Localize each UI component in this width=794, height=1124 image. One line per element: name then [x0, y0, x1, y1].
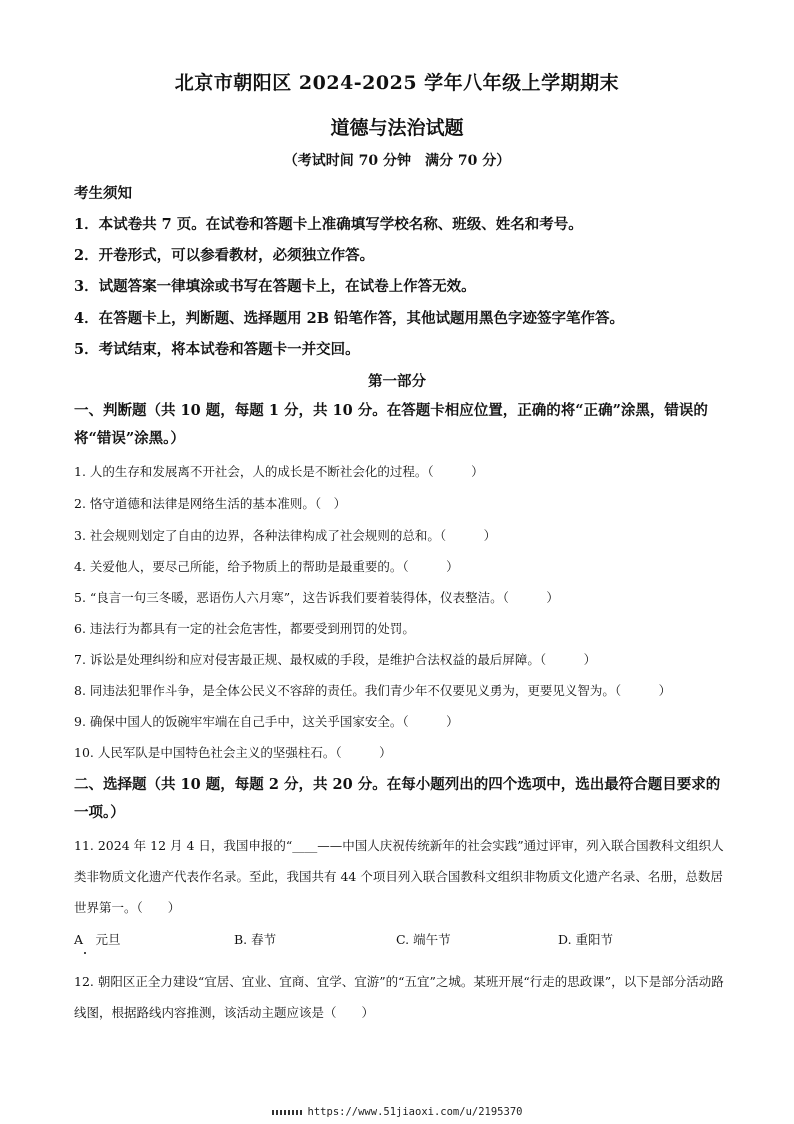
- part-heading: 第一部分: [368, 373, 426, 390]
- question-item: 2. 恪守道德和法律是网络生活的基本准则。（ ）: [74, 496, 347, 511]
- exam-time-and-score: （考试时间 70 分钟 满分 70 分）: [283, 153, 511, 169]
- note-item: 3．试题答案一律填涂或书写在答题卡上，在试卷上作答无效。: [74, 278, 476, 295]
- question-11-stem: 11. 2024 年 12 月 4 日，我国申报的“____——中国人庆祝传统新年的社会实践”通过评审，列入联合国教科文组织人类非物质文化遗产代表作名录。至此，我国共有 44 个项目列入联合国教科文组织非物质文化遗产名录、名册，总数居世界第一。（ ）: [74, 838, 724, 915]
- option-b: B. 春节: [234, 932, 277, 947]
- note-item: 2．开卷形式，可以参看教材，必须独立作答。: [74, 247, 375, 264]
- section-heading-choice: 二、选择题（共 10 题，每题 2 分，共 20 分。在每小题列出的四个选项中，选出最符合题目要求的一项。）: [74, 776, 721, 821]
- question-item: 8. 同违法犯罪作斗争，是全体公民义不容辞的责任。我们青少年不仅要见义勇为，更要见义智为。（ ）: [74, 683, 672, 698]
- option-a: A 元旦: [74, 932, 121, 947]
- question-item: 7. 诉讼是处理纠纷和应对侵害最正规、最权威的手段，是维护合法权益的最后屏障。（ ）: [74, 652, 597, 667]
- note-item: 4．在答题卡上，判断题、选择题用 2B 铅笔作答，其他试题用黑色字迹签字笔作答。: [74, 310, 625, 327]
- question-item: 10. 人民军队是中国特色社会主义的坚强柱石。（ ）: [74, 745, 392, 760]
- question-item: 4. 关爱他人，要尽己所能，给予物质上的帮助是最重要的。（ ）: [74, 559, 459, 574]
- footer: [0, 1106, 794, 1118]
- exam-subject: 道德与法治试题: [330, 117, 464, 139]
- option-d: D. 重阳节: [558, 932, 614, 947]
- question-item: 1. 人的生存和发展离不开社会，人的成长是不断社会化的过程。（ ）: [74, 464, 484, 479]
- site-logo-icon: [272, 1110, 302, 1115]
- note-item: 5．考试结束，将本试卷和答题卡一并交回。: [74, 341, 360, 358]
- question-item: 9. 确保中国人的饭碗牢牢端在自己手中，这关乎国家安全。（ ）: [74, 714, 459, 729]
- question-item: 6. 违法行为都具有一定的社会危害性，都要受到刑罚的处罚。: [74, 621, 415, 636]
- exam-title: 北京市朝阳区 2024-2025 学年八年级上学期期末: [174, 72, 620, 94]
- question-item: 3. 社会规则划定了自由的边界，各种法律构成了社会规则的总和。（ ）: [74, 528, 497, 543]
- emphasis-dot: [84, 952, 86, 954]
- notes-heading: 考生须知: [74, 185, 132, 202]
- option-c: C. 端午节: [396, 932, 451, 947]
- footer-url[interactable]: https://www.51jiaoxi.com/u/2195370: [307, 1106, 523, 1118]
- note-item: 1．本试卷共 7 页。在试卷和答题卡上准确填写学校名称、班级、姓名和考号。: [74, 216, 583, 233]
- question-12-stem: 12. 朝阳区正全力建设“宜居、宜业、宜商、宜学、宜游”的“五宜”之城。某班开展“行走的思政课”，以下是部分活动路线图，根据路线内容推测，该活动主题应该是（ ）: [74, 974, 724, 1020]
- section-heading-judgement: 一、判断题（共 10 题，每题 1 分，共 10 分。在答题卡相应位置，正确的将“正确”涂黑，错误的将“错误”涂黑。）: [74, 402, 708, 447]
- question-item: 5. “良言一句三冬暖，恶语伤人六月寒”，这告诉我们要着装得体，仪表整洁。（ ）: [74, 590, 559, 605]
